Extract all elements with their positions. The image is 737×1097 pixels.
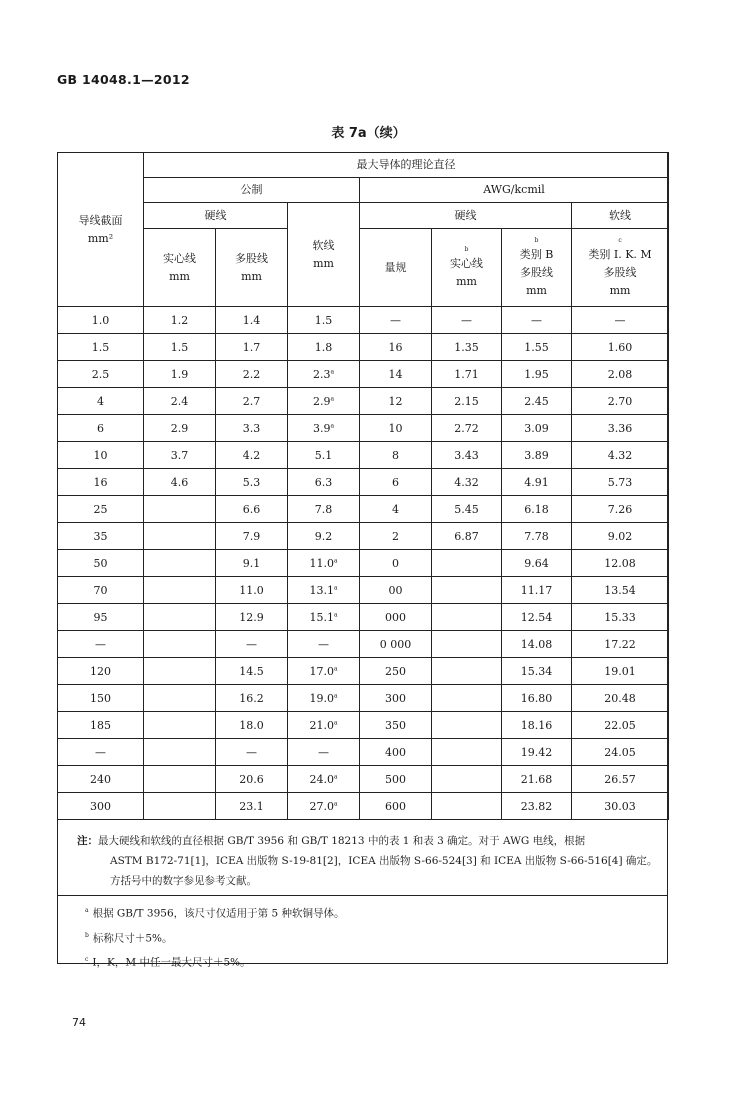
cell-section: 2.5 xyxy=(58,361,144,388)
table-row xyxy=(58,604,669,631)
cell-a-solid xyxy=(432,577,502,604)
cell-m-stranded: 6.6 xyxy=(216,496,288,523)
table-row xyxy=(58,793,669,820)
cell-section: 95 xyxy=(58,604,144,631)
cell-gauge: 500 xyxy=(360,766,432,793)
cell-section: 16 xyxy=(58,469,144,496)
cell-m-stranded: 9.1 xyxy=(216,550,288,577)
cell-gauge: 4 xyxy=(360,496,432,523)
header-metric-stranded: 多股线 mm xyxy=(216,229,288,307)
cell-m-soft: 1.8 xyxy=(288,334,360,361)
table-row xyxy=(58,766,669,793)
cell-a-solid: 4.32 xyxy=(432,469,502,496)
cell-gauge: 300 xyxy=(360,685,432,712)
cell-classB: 19.42 xyxy=(502,739,572,766)
header-metric-solid: 实心线 mm xyxy=(144,229,216,307)
cell-m-stranded: 1.7 xyxy=(216,334,288,361)
cell-m-soft: 24.0$^a$ xyxy=(288,766,360,793)
cell-m-soft: 7.8 xyxy=(288,496,360,523)
cell-m-solid xyxy=(144,793,216,820)
cell-m-stranded: 2.2 xyxy=(216,361,288,388)
cell-classIKM: — xyxy=(572,307,669,334)
cell-classB: 21.68 xyxy=(502,766,572,793)
cell-a-solid: 3.43 xyxy=(432,442,502,469)
cell-section: — xyxy=(58,739,144,766)
cell-a-solid: 2.72 xyxy=(432,415,502,442)
header-metric-soft: 软线 mm xyxy=(288,203,360,307)
cell-classB: 7.78 xyxy=(502,523,572,550)
table-row xyxy=(58,496,669,523)
cell-classIKM: 9.02 xyxy=(572,523,669,550)
cell-m-stranded: 23.1 xyxy=(216,793,288,820)
table-row xyxy=(58,361,669,388)
cell-gauge: 8 xyxy=(360,442,432,469)
cell-classIKM: 13.54 xyxy=(572,577,669,604)
cell-m-stranded: 4.2 xyxy=(216,442,288,469)
table-title: 表 7a（续） xyxy=(331,126,406,141)
table-row xyxy=(58,334,669,361)
cell-gauge: 000 xyxy=(360,604,432,631)
table-row xyxy=(58,577,669,604)
cell-classB: 2.45 xyxy=(502,388,572,415)
cell-classIKM: 22.05 xyxy=(572,712,669,739)
cell-classB: 11.17 xyxy=(502,577,572,604)
header-class-b: b 类别 B 多股线 mm xyxy=(502,229,572,307)
note-line-1: 最大硬线和软线的直径根据 GB/T 3956 和 GB/T 18213 中的表 1 和表 3 确定。对于 AWG 电线，根据 xyxy=(98,835,586,847)
cell-classB: 9.64 xyxy=(502,550,572,577)
cell-a-solid xyxy=(432,658,502,685)
cell-classB: 4.91 xyxy=(502,469,572,496)
cell-classIKM: 7.26 xyxy=(572,496,669,523)
cell-gauge: 350 xyxy=(360,712,432,739)
cell-classB: 6.18 xyxy=(502,496,572,523)
cell-m-stranded: 3.3 xyxy=(216,415,288,442)
table-row xyxy=(58,658,669,685)
cell-classB: 14.08 xyxy=(502,631,572,658)
cell-classB: 3.09 xyxy=(502,415,572,442)
cell-gauge: 0 xyxy=(360,550,432,577)
cell-section: 185 xyxy=(58,712,144,739)
cell-a-solid: 6.87 xyxy=(432,523,502,550)
cell-m-stranded: 7.9 xyxy=(216,523,288,550)
cell-classIKM: 17.22 xyxy=(572,631,669,658)
footnote-a: $^a$ 根据 GB/T 3956，该尺寸仅适用于第 5 种软铜导体。 xyxy=(85,907,345,920)
cell-m-stranded: 1.4 xyxy=(216,307,288,334)
cell-m-soft: 6.3 xyxy=(288,469,360,496)
cell-gauge: 00 xyxy=(360,577,432,604)
cell-m-solid: 2.9 xyxy=(144,415,216,442)
table-row xyxy=(58,739,669,766)
cell-m-solid xyxy=(144,550,216,577)
cell-gauge: 12 xyxy=(360,388,432,415)
header-gauge: 量规 xyxy=(360,229,432,307)
cell-a-solid xyxy=(432,604,502,631)
header-awg-soft: 软线 xyxy=(572,203,669,229)
cell-section: — xyxy=(58,631,144,658)
header-class-ikm: c 类别 I. K. M 多股线 mm xyxy=(572,229,669,307)
cell-gauge: 400 xyxy=(360,739,432,766)
cell-a-solid xyxy=(432,550,502,577)
cell-classIKM: 30.03 xyxy=(572,793,669,820)
cell-m-soft: 27.0$^a$ xyxy=(288,793,360,820)
cell-m-soft: 5.1 xyxy=(288,442,360,469)
table-row xyxy=(58,442,669,469)
cell-m-solid xyxy=(144,523,216,550)
cell-classB: 16.80 xyxy=(502,685,572,712)
note-line-3: 方括号中的数字参见参考文献。 xyxy=(110,875,257,887)
cell-classB: 23.82 xyxy=(502,793,572,820)
cell-m-soft: 3.9$^a$ xyxy=(288,415,360,442)
cell-m-solid xyxy=(144,766,216,793)
footnotes xyxy=(57,898,668,974)
cell-m-stranded: 20.6 xyxy=(216,766,288,793)
cell-classIKM: 12.08 xyxy=(572,550,669,577)
cell-m-solid xyxy=(144,658,216,685)
cell-m-soft: 11.0$^a$ xyxy=(288,550,360,577)
cell-classB: 1.95 xyxy=(502,361,572,388)
cell-m-soft: — xyxy=(288,739,360,766)
cell-classIKM: 19.01 xyxy=(572,658,669,685)
cell-a-solid xyxy=(432,766,502,793)
table-row xyxy=(58,523,669,550)
cell-m-soft: 13.1$^a$ xyxy=(288,577,360,604)
cell-classIKM: 5.73 xyxy=(572,469,669,496)
cell-m-solid xyxy=(144,496,216,523)
cell-section: 25 xyxy=(58,496,144,523)
cell-section: 70 xyxy=(58,577,144,604)
cell-m-soft: 2.3$^a$ xyxy=(288,361,360,388)
header-awg-hard: 硬线 xyxy=(360,203,572,229)
cell-a-solid: 2.15 xyxy=(432,388,502,415)
table-row xyxy=(58,631,669,658)
cell-m-stranded: 18.0 xyxy=(216,712,288,739)
cell-m-stranded: 11.0 xyxy=(216,577,288,604)
table-row xyxy=(58,712,669,739)
cell-a-solid: 1.71 xyxy=(432,361,502,388)
cell-gauge: 2 xyxy=(360,523,432,550)
cell-section: 240 xyxy=(58,766,144,793)
header-awg-solid: b 实心线 mm xyxy=(432,229,502,307)
cell-classB: 18.16 xyxy=(502,712,572,739)
cell-m-soft: 15.1$^a$ xyxy=(288,604,360,631)
cell-m-soft: 2.9$^a$ xyxy=(288,388,360,415)
cell-m-solid: 3.7 xyxy=(144,442,216,469)
cell-classIKM: 20.48 xyxy=(572,685,669,712)
header-awg: AWG/kcmil xyxy=(360,178,669,203)
cell-m-solid xyxy=(144,712,216,739)
cell-gauge: 14 xyxy=(360,361,432,388)
cell-a-solid xyxy=(432,739,502,766)
cell-classIKM: 2.70 xyxy=(572,388,669,415)
cell-gauge: 6 xyxy=(360,469,432,496)
cell-classIKM: 3.36 xyxy=(572,415,669,442)
cell-m-soft: 17.0$^a$ xyxy=(288,658,360,685)
cell-classIKM: 1.60 xyxy=(572,334,669,361)
cell-classIKM: 26.57 xyxy=(572,766,669,793)
cell-a-solid xyxy=(432,793,502,820)
cell-m-soft: 9.2 xyxy=(288,523,360,550)
cell-gauge: 250 xyxy=(360,658,432,685)
footnote-b: $^b$ 标称尺寸＋5%。 xyxy=(85,931,173,944)
header-max-diameter: 最大导体的理论直径 xyxy=(144,153,669,178)
table-row xyxy=(58,388,669,415)
cell-m-soft: — xyxy=(288,631,360,658)
cell-m-soft: 19.0$^a$ xyxy=(288,685,360,712)
cell-m-solid xyxy=(144,577,216,604)
cell-section: 35 xyxy=(58,523,144,550)
cell-m-solid xyxy=(144,604,216,631)
cell-section: 6 xyxy=(58,415,144,442)
cell-section: 300 xyxy=(58,793,144,820)
cell-classB: 15.34 xyxy=(502,658,572,685)
cell-a-solid xyxy=(432,712,502,739)
cell-a-solid: 1.35 xyxy=(432,334,502,361)
cell-m-stranded: 2.7 xyxy=(216,388,288,415)
header-section: 导线截面 mm² xyxy=(58,153,144,307)
header-metric: 公制 xyxy=(144,178,360,203)
cell-section: 1.0 xyxy=(58,307,144,334)
table-note xyxy=(57,826,668,896)
cell-m-soft: 1.5 xyxy=(288,307,360,334)
page-number: 74 xyxy=(72,1016,86,1029)
cell-m-solid xyxy=(144,685,216,712)
cell-classIKM: 15.33 xyxy=(572,604,669,631)
note-label: 注： xyxy=(77,835,98,847)
table-body xyxy=(58,307,669,820)
cell-a-solid xyxy=(432,631,502,658)
cell-gauge: 16 xyxy=(360,334,432,361)
cell-classB: 3.89 xyxy=(502,442,572,469)
cell-classIKM: 4.32 xyxy=(572,442,669,469)
cell-m-solid xyxy=(144,739,216,766)
note-line-2: ASTM B172-71[1]，ICEA 出版物 S-19-81[2]，ICEA 出版物 S-66-524[3] 和 ICEA 出版物 S-66-516[4] 确定。 xyxy=(110,855,658,867)
cell-section: 1.5 xyxy=(58,334,144,361)
conductor-diameter-table xyxy=(57,152,669,820)
cell-a-solid: — xyxy=(432,307,502,334)
table-row xyxy=(58,307,669,334)
cell-gauge: — xyxy=(360,307,432,334)
cell-a-solid xyxy=(432,685,502,712)
cell-m-solid: 2.4 xyxy=(144,388,216,415)
header-metric-hard: 硬线 xyxy=(144,203,288,229)
table-row xyxy=(58,550,669,577)
cell-classB: 1.55 xyxy=(502,334,572,361)
cell-m-solid: 1.9 xyxy=(144,361,216,388)
cell-m-stranded: — xyxy=(216,631,288,658)
table-row xyxy=(58,685,669,712)
cell-gauge: 10 xyxy=(360,415,432,442)
standard-header: GB 14048.1—2012 xyxy=(57,72,190,87)
cell-a-solid: 5.45 xyxy=(432,496,502,523)
cell-section: 150 xyxy=(58,685,144,712)
cell-section: 120 xyxy=(58,658,144,685)
cell-m-stranded: — xyxy=(216,739,288,766)
cell-m-soft: 21.0$^a$ xyxy=(288,712,360,739)
cell-classIKM: 2.08 xyxy=(572,361,669,388)
cell-gauge: 600 xyxy=(360,793,432,820)
footnote-c: $^c$ I，K，M 中任一最大尺寸＋5%。 xyxy=(85,956,251,969)
cell-gauge: 0 000 xyxy=(360,631,432,658)
table-row xyxy=(58,469,669,496)
cell-section: 50 xyxy=(58,550,144,577)
cell-m-stranded: 5.3 xyxy=(216,469,288,496)
cell-classIKM: 24.05 xyxy=(572,739,669,766)
cell-section: 10 xyxy=(58,442,144,469)
cell-m-solid xyxy=(144,631,216,658)
table-row xyxy=(58,415,669,442)
cell-section: 4 xyxy=(58,388,144,415)
cell-m-solid: 1.2 xyxy=(144,307,216,334)
cell-classB: 12.54 xyxy=(502,604,572,631)
cell-m-solid: 1.5 xyxy=(144,334,216,361)
cell-m-stranded: 14.5 xyxy=(216,658,288,685)
cell-classB: — xyxy=(502,307,572,334)
cell-m-stranded: 16.2 xyxy=(216,685,288,712)
cell-m-stranded: 12.9 xyxy=(216,604,288,631)
cell-m-solid: 4.6 xyxy=(144,469,216,496)
